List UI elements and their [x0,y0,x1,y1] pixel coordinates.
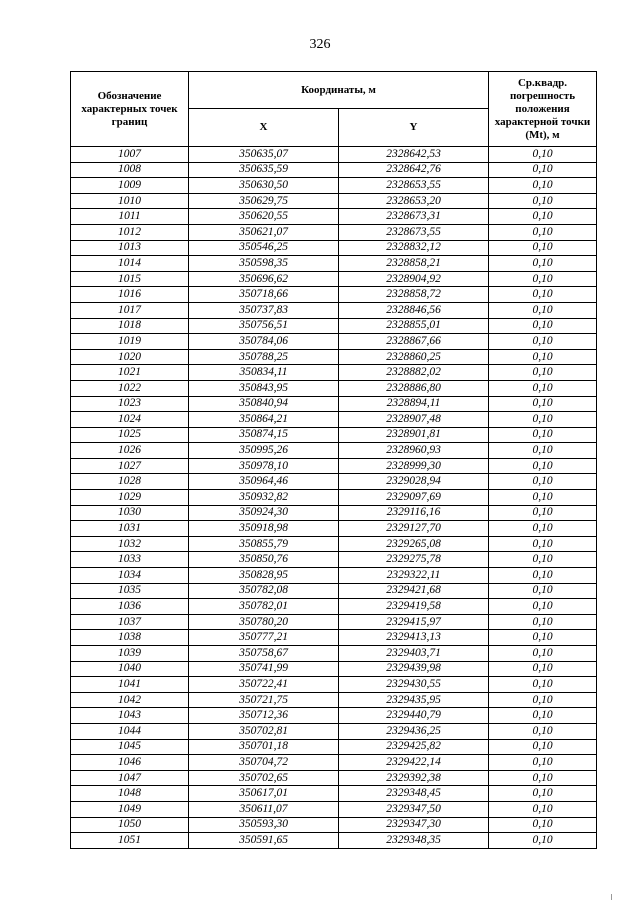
x-cell: 350834,11 [189,365,339,381]
x-cell: 350546,25 [189,240,339,256]
error-cell: 0,10 [489,755,597,771]
y-cell: 2329265,08 [339,536,489,552]
table-row [71,396,597,412]
table-row [71,521,597,537]
x-cell: 350855,79 [189,536,339,552]
table-row [71,427,597,443]
x-cell: 350777,21 [189,630,339,646]
error-cell: 0,10 [489,568,597,584]
point-id-cell: 1009 [71,178,189,194]
y-cell: 2328642,76 [339,162,489,178]
error-cell: 0,10 [489,614,597,630]
point-id-cell: 1021 [71,365,189,381]
x-cell: 350620,55 [189,209,339,225]
x-cell: 350712,36 [189,708,339,724]
table-row [71,490,597,506]
table-row [71,193,597,209]
y-cell: 2329403,71 [339,646,489,662]
point-id-cell: 1015 [71,271,189,287]
table-row [71,318,597,334]
y-cell: 2328860,25 [339,349,489,365]
y-cell: 2328673,31 [339,209,489,225]
y-cell: 2329422,14 [339,755,489,771]
error-cell: 0,10 [489,661,597,677]
table-row [71,646,597,662]
point-id-cell: 1012 [71,224,189,240]
point-id-cell: 1037 [71,614,189,630]
x-cell: 350864,21 [189,412,339,428]
error-cell: 0,10 [489,412,597,428]
x-cell: 350788,25 [189,349,339,365]
point-id-cell: 1042 [71,692,189,708]
y-cell: 2329116,16 [339,505,489,521]
y-cell: 2329322,11 [339,568,489,584]
error-cell: 0,10 [489,786,597,802]
table-row [71,614,597,630]
point-id-cell: 1031 [71,521,189,537]
header-y: Y [339,109,489,147]
x-cell: 350995,26 [189,443,339,459]
point-id-cell: 1047 [71,770,189,786]
table-row [71,801,597,817]
error-cell: 0,10 [489,443,597,459]
x-cell: 350874,15 [189,427,339,443]
table-row [71,770,597,786]
y-cell: 2328901,81 [339,427,489,443]
x-cell: 350635,07 [189,147,339,163]
point-id-cell: 1041 [71,677,189,693]
table-row [71,599,597,615]
x-cell: 350784,06 [189,334,339,350]
table-row [71,708,597,724]
y-cell: 2328867,66 [339,334,489,350]
y-cell: 2329097,69 [339,490,489,506]
error-cell: 0,10 [489,162,597,178]
y-cell: 2328882,02 [339,365,489,381]
y-cell: 2329425,82 [339,739,489,755]
table-row [71,692,597,708]
x-cell: 350598,35 [189,256,339,272]
error-cell: 0,10 [489,302,597,318]
error-cell: 0,10 [489,536,597,552]
point-id-cell: 1020 [71,349,189,365]
point-id-cell: 1033 [71,552,189,568]
table-row [71,162,597,178]
error-cell: 0,10 [489,349,597,365]
header-x: X [189,109,339,147]
table-row [71,443,597,459]
error-cell: 0,10 [489,287,597,303]
y-cell: 2328858,21 [339,256,489,272]
point-id-cell: 1029 [71,490,189,506]
table-row [71,240,597,256]
point-id-cell: 1008 [71,162,189,178]
table-row [71,271,597,287]
x-cell: 350918,98 [189,521,339,537]
table-row [71,552,597,568]
point-id-cell: 1010 [71,193,189,209]
error-cell: 0,10 [489,552,597,568]
y-cell: 2328855,01 [339,318,489,334]
error-cell: 0,10 [489,271,597,287]
table-row [71,224,597,240]
x-cell: 350617,01 [189,786,339,802]
x-cell: 350621,07 [189,224,339,240]
x-cell: 350721,75 [189,692,339,708]
y-cell: 2328846,56 [339,302,489,318]
error-cell: 0,10 [489,833,597,849]
y-cell: 2328858,72 [339,287,489,303]
point-id-cell: 1026 [71,443,189,459]
y-cell: 2329421,68 [339,583,489,599]
error-cell: 0,10 [489,521,597,537]
error-cell: 0,10 [489,193,597,209]
x-cell: 350635,59 [189,162,339,178]
table-body [71,147,597,849]
y-cell: 2329439,98 [339,661,489,677]
error-cell: 0,10 [489,458,597,474]
error-cell: 0,10 [489,427,597,443]
y-cell: 2329275,78 [339,552,489,568]
point-id-cell: 1035 [71,583,189,599]
point-id-cell: 1043 [71,708,189,724]
point-id-cell: 1011 [71,209,189,225]
y-cell: 2328832,12 [339,240,489,256]
error-cell: 0,10 [489,770,597,786]
x-cell: 350840,94 [189,396,339,412]
point-id-cell: 1044 [71,723,189,739]
y-cell: 2328907,48 [339,412,489,428]
point-id-cell: 1036 [71,599,189,615]
page-number: 326 [309,37,331,52]
point-id-cell: 1014 [71,256,189,272]
point-id-cell: 1051 [71,833,189,849]
error-cell: 0,10 [489,630,597,646]
error-cell: 0,10 [489,708,597,724]
point-id-cell: 1048 [71,786,189,802]
error-cell: 0,10 [489,677,597,693]
error-cell: 0,10 [489,318,597,334]
y-cell: 2328886,80 [339,380,489,396]
x-cell: 350756,51 [189,318,339,334]
table-row [71,817,597,833]
point-id-cell: 1046 [71,755,189,771]
point-id-cell: 1018 [71,318,189,334]
error-cell: 0,10 [489,583,597,599]
x-cell: 350737,83 [189,302,339,318]
y-cell: 2329415,97 [339,614,489,630]
table-row [71,209,597,225]
header-mean-square-error [489,72,597,147]
y-cell: 2328642,53 [339,147,489,163]
point-id-cell: 1027 [71,458,189,474]
point-id-cell: 1034 [71,568,189,584]
table-row [71,474,597,490]
header-error-text: Ср.квадр. погрешность положения характерной точки (Mt), м [494,76,591,141]
point-id-cell: 1024 [71,412,189,428]
table-row [71,349,597,365]
y-cell: 2328653,20 [339,193,489,209]
error-cell: 0,10 [489,723,597,739]
y-cell: 2328999,30 [339,458,489,474]
point-id-cell: 1007 [71,147,189,163]
point-id-cell: 1016 [71,287,189,303]
y-cell: 2329392,38 [339,770,489,786]
x-cell: 350591,65 [189,833,339,849]
point-id-cell: 1040 [71,661,189,677]
y-cell: 2329348,35 [339,833,489,849]
point-id-cell: 1049 [71,801,189,817]
y-cell: 2329127,70 [339,521,489,537]
error-cell: 0,10 [489,209,597,225]
y-cell: 2329435,95 [339,692,489,708]
table-row [71,755,597,771]
table-row [71,365,597,381]
x-cell: 350782,01 [189,599,339,615]
point-id-cell: 1022 [71,380,189,396]
point-id-cell: 1019 [71,334,189,350]
y-cell: 2329413,13 [339,630,489,646]
x-cell: 350932,82 [189,490,339,506]
x-cell: 350593,30 [189,817,339,833]
error-cell: 0,10 [489,256,597,272]
x-cell: 350758,67 [189,646,339,662]
error-cell: 0,10 [489,505,597,521]
table-row [71,786,597,802]
point-id-cell: 1028 [71,474,189,490]
table-row [71,334,597,350]
x-cell: 350850,76 [189,552,339,568]
x-cell: 350611,07 [189,801,339,817]
x-cell: 350702,65 [189,770,339,786]
error-cell: 0,10 [489,646,597,662]
y-cell: 2329347,50 [339,801,489,817]
point-id-cell: 1050 [71,817,189,833]
y-cell: 2328904,92 [339,271,489,287]
y-cell: 2328960,93 [339,443,489,459]
x-cell: 350701,18 [189,739,339,755]
point-id-cell: 1039 [71,646,189,662]
error-cell: 0,10 [489,692,597,708]
table-row [71,568,597,584]
y-cell: 2329430,55 [339,677,489,693]
y-cell: 2328673,55 [339,224,489,240]
error-cell: 0,10 [489,599,597,615]
error-cell: 0,10 [489,474,597,490]
point-id-cell: 1045 [71,739,189,755]
header-point-designation: Обозначение характерных точек границ [71,72,189,147]
y-cell: 2329347,30 [339,817,489,833]
table-row [71,630,597,646]
table-row [71,256,597,272]
error-cell: 0,10 [489,365,597,381]
table-row [71,458,597,474]
table-row [71,380,597,396]
x-cell: 350924,30 [189,505,339,521]
x-cell: 350843,95 [189,380,339,396]
x-cell: 350722,41 [189,677,339,693]
x-cell: 350978,10 [189,458,339,474]
x-cell: 350630,50 [189,178,339,194]
point-id-cell: 1030 [71,505,189,521]
x-cell: 350702,81 [189,723,339,739]
error-cell: 0,10 [489,334,597,350]
table-row [71,661,597,677]
error-cell: 0,10 [489,396,597,412]
error-cell: 0,10 [489,240,597,256]
table-row [71,536,597,552]
x-cell: 350828,95 [189,568,339,584]
point-id-cell: 1025 [71,427,189,443]
point-id-cell: 1038 [71,630,189,646]
error-cell: 0,10 [489,801,597,817]
y-cell: 2329348,45 [339,786,489,802]
error-cell: 0,10 [489,224,597,240]
y-cell: 2328653,55 [339,178,489,194]
x-cell: 350782,08 [189,583,339,599]
x-cell: 350696,62 [189,271,339,287]
table-row [71,505,597,521]
y-cell: 2329028,94 [339,474,489,490]
error-cell: 0,10 [489,739,597,755]
table-row [71,147,597,163]
x-cell: 350780,20 [189,614,339,630]
error-cell: 0,10 [489,490,597,506]
table-row [71,739,597,755]
error-cell: 0,10 [489,380,597,396]
x-cell: 350629,75 [189,193,339,209]
y-cell: 2329436,25 [339,723,489,739]
error-cell: 0,10 [489,178,597,194]
x-cell: 350964,46 [189,474,339,490]
error-cell: 0,10 [489,817,597,833]
point-id-cell: 1013 [71,240,189,256]
table-row [71,412,597,428]
table-row [71,723,597,739]
header-coordinates: Координаты, м [189,72,489,109]
table-row [71,583,597,599]
x-cell: 350704,72 [189,755,339,771]
table-row [71,287,597,303]
x-cell: 350741,99 [189,661,339,677]
scan-mark [611,894,612,900]
y-cell: 2329419,58 [339,599,489,615]
table-row [71,302,597,318]
point-id-cell: 1023 [71,396,189,412]
y-cell: 2328894,11 [339,396,489,412]
y-cell: 2329440,79 [339,708,489,724]
table-row [71,677,597,693]
table-row [71,178,597,194]
error-cell: 0,10 [489,147,597,163]
point-id-cell: 1017 [71,302,189,318]
point-id-cell: 1032 [71,536,189,552]
coordinates-table [70,71,597,849]
table-row [71,833,597,849]
x-cell: 350718,66 [189,287,339,303]
